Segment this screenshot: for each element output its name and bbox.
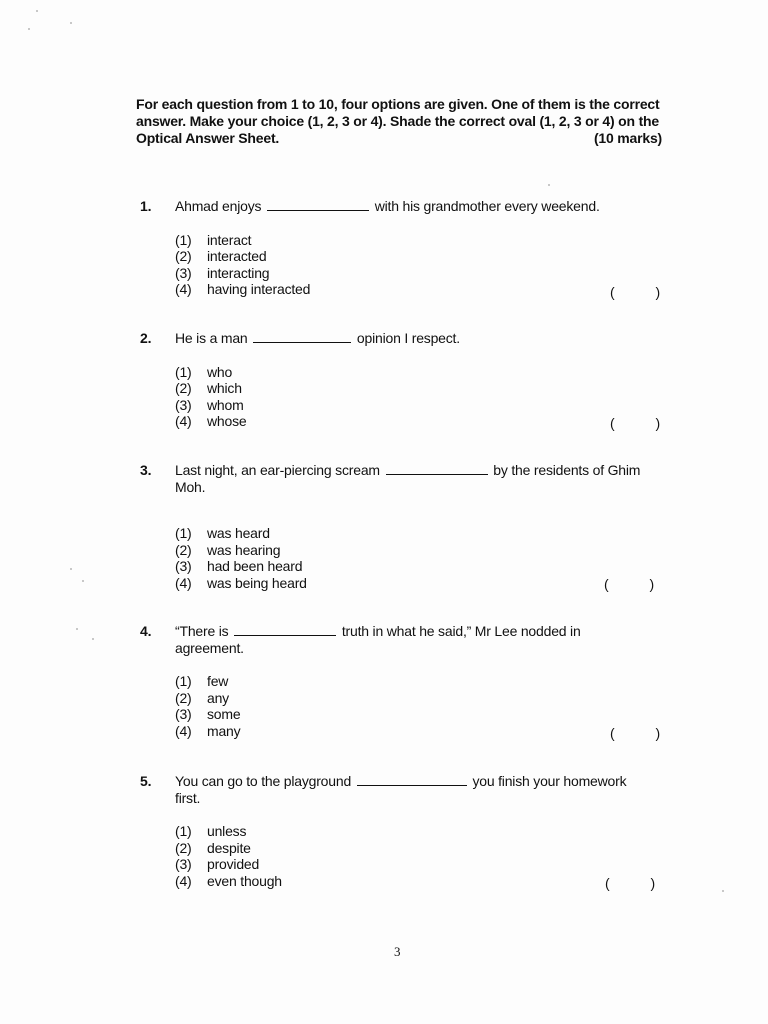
instructions-block: [136, 96, 666, 147]
total-marks: (10 marks): [593, 130, 662, 146]
question-2: [140, 330, 670, 431]
question-stem: “There is truth in what he said,” Mr Lee nodded in agreement.: [175, 623, 581, 656]
scan-speck: [70, 22, 72, 24]
scan-speck: [82, 580, 84, 582]
scan-speck: [92, 638, 94, 640]
answer-bracket[interactable]: ( ): [610, 724, 660, 741]
option-item: (3) provided: [175, 856, 260, 872]
option-item: (1) who: [175, 363, 233, 380]
option-item: (1) few: [175, 673, 229, 689]
option-item: (1) unless: [175, 823, 247, 839]
instructions-answer-sheet-text: Optical Answer Sheet.: [136, 130, 280, 146]
instructions-line-2: answer. Make your choice (1, 2, 3 or 4). Shade the correct oval (1, 2, 3 or 4) on the: [136, 113, 659, 129]
answer-bracket[interactable]: ( ): [605, 874, 655, 891]
answer-blank: [234, 623, 336, 636]
question-stem: Ahmad enjoys with his grandmother every weekend.: [175, 198, 600, 214]
scan-speck: [70, 568, 72, 570]
option-item: (3) had been heard: [175, 558, 303, 574]
instructions-line-3: [136, 130, 666, 147]
answer-blank: [253, 330, 351, 343]
scan-speck: [722, 890, 724, 892]
question-stem: He is a man opinion I respect.: [175, 330, 460, 346]
option-item: (2) was hearing: [175, 541, 281, 558]
answer-blank: [357, 773, 467, 786]
instructions-line-1: For each question from 1 to 10, four options are given. One of them is the correct: [136, 96, 660, 112]
question-number: 2.: [140, 330, 152, 346]
option-item: (4) many: [175, 722, 241, 739]
question-1: [140, 198, 670, 300]
question-number: 4.: [140, 623, 152, 639]
question-stem: Last night, an ear-piercing scream by the residents of Ghim Moh.: [175, 462, 641, 495]
question-number: 3.: [140, 462, 152, 478]
answer-blank: [267, 198, 369, 211]
option-item: (1) was heard: [175, 525, 270, 541]
answer-bracket[interactable]: ( ): [610, 283, 660, 300]
question-4: [140, 623, 670, 741]
option-list: [175, 673, 670, 739]
option-item: (2) any: [175, 689, 229, 706]
question-number: 5.: [140, 773, 152, 789]
option-list: [175, 525, 670, 591]
question-3: [140, 462, 670, 592]
scan-speck: [76, 628, 78, 630]
option-item: (3) whom: [175, 396, 244, 413]
option-list: [175, 232, 670, 298]
question-stem: You can go to the playground you finish your homework first.: [175, 773, 627, 806]
option-item: (2) despite: [175, 839, 251, 856]
option-item: (3) interacting: [175, 264, 270, 281]
option-item: (2) which: [175, 380, 242, 396]
option-item: (3) some: [175, 706, 241, 722]
question-5: [140, 773, 670, 891]
option-item: (4) whose: [175, 413, 247, 429]
option-list: [175, 823, 670, 889]
scan-speck: [548, 184, 550, 186]
page-number: 3: [394, 944, 401, 959]
option-item: (1) interact: [175, 231, 252, 248]
option-list: [175, 364, 670, 430]
question-number: 1.: [140, 198, 152, 214]
answer-blank: [386, 462, 488, 475]
option-item: (4) was being heard: [175, 574, 307, 591]
option-item: (4) having interacted: [175, 281, 311, 297]
answer-bracket[interactable]: ( ): [604, 575, 654, 592]
answer-bracket[interactable]: ( ): [610, 414, 660, 431]
scan-speck: [36, 10, 38, 12]
option-item: (2) interacted: [175, 248, 267, 264]
option-item: (4) even though: [175, 872, 282, 889]
scan-speck: [28, 28, 30, 30]
